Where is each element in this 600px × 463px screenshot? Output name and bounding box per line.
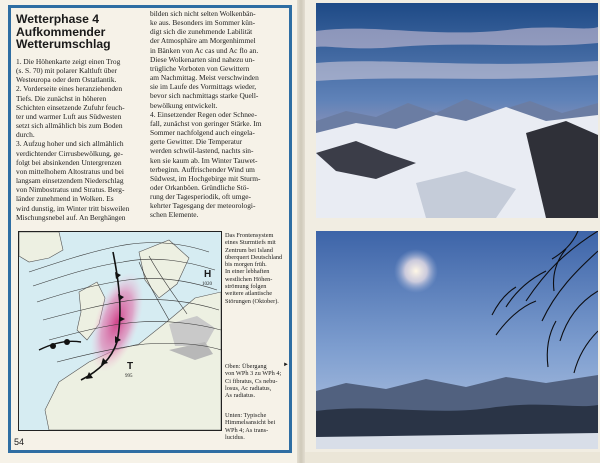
- text-line: von Nimbostratus und Stratus. Berg-: [16, 185, 125, 195]
- text-line: trügliche Vorboten von Gewittern: [150, 63, 250, 73]
- caption-line: As radiatus.: [225, 392, 256, 400]
- caption-line: Das Frontensystem: [225, 232, 274, 239]
- text-line: länder zunehmend in Wolken. Es: [16, 194, 114, 204]
- text-line: 2. Vorderseite eines heranziehenden: [16, 84, 123, 94]
- text-line: oder Orkanböen. Gründliche Stö-: [150, 182, 249, 192]
- text-line: schen Elemente.: [150, 210, 199, 220]
- caption-line: strömung folgen: [225, 283, 267, 291]
- text-line: sie im Laufe des Vormittags wieder,: [150, 82, 257, 92]
- title-line: Wetterumschlag: [16, 37, 111, 51]
- caption-line: lucidus.: [225, 433, 245, 441]
- page-edge: [305, 452, 600, 463]
- low-label: T: [127, 361, 134, 372]
- warm-front-marker: [64, 339, 70, 345]
- text-line: der Atmosphäre am Morgenhimmel: [150, 36, 256, 46]
- text-line: bewölkung entwickelt.: [150, 100, 218, 110]
- caption-line: westlichen Höhen-: [225, 275, 273, 283]
- pointer-arrow-icon: ►: [283, 362, 289, 368]
- text-line: verdichtender Cirrusbewölkung, ge-: [16, 148, 123, 158]
- sky-photo-graphic: [316, 231, 598, 449]
- text-line: bilden sich nicht selten Wolkenbän-: [150, 9, 256, 18]
- caption-line: Zentrum bei Island: [225, 246, 273, 254]
- text-column-left: [16, 57, 140, 222]
- caption-line: Unten: Typische: [225, 412, 267, 419]
- text-line: Diese Wolkenarten sind nahezu un-: [150, 54, 255, 64]
- text-line: in Bänken von Ac cas und Ac flo an.: [150, 45, 259, 55]
- text-line: von mittelhohem Altostratus und bei: [16, 166, 124, 176]
- text-line: langsam einsetzendem Niederschlag: [16, 176, 124, 186]
- text-line: Südwest, im Hochgebirge mit Sturm-: [150, 173, 261, 183]
- caption-line: Ci fibratus, Cs nebu-: [225, 377, 278, 385]
- caption-line: weitere atlantische: [225, 290, 273, 298]
- map-caption: [225, 232, 291, 305]
- text-line: digt sich die zunehmende Labilität: [150, 27, 253, 37]
- mountain-photo-graphic: [316, 3, 598, 218]
- caption-line: bis morgen früh.: [225, 261, 267, 269]
- title-line: Wetterphase 4: [16, 12, 100, 26]
- text-line: Sommer nachfolgend auch eingela-: [150, 128, 255, 138]
- high-pressure-value: 1020: [202, 282, 212, 287]
- text-line: Westeuropa oder dem Ostatlantik.: [16, 75, 117, 85]
- high-label: H: [204, 269, 212, 280]
- title-line: Aufkommender: [16, 24, 106, 39]
- veiled-sun: [394, 249, 438, 293]
- text-line: bevor sich nachmittags starke Quell-: [150, 91, 259, 101]
- book-gutter: [297, 0, 305, 463]
- text-line: 1. Die Höhenkarte zeigt einen Trog: [16, 57, 121, 66]
- text-line: 4. Einsetzender Regen oder Schnee-: [150, 109, 257, 119]
- text-line: gerte Gewitter. Die Temperatur: [150, 137, 243, 147]
- text-line: ke aus. Besonders im Sommer kün-: [150, 18, 256, 28]
- text-line: rung der Tagesperiodik, oft umge-: [150, 192, 251, 202]
- photo-top-mountains: [316, 3, 598, 218]
- caption-line: Störungen (Oktober).: [225, 297, 279, 305]
- text-line: Schichten einsetzende Zufuhr feuch-: [16, 102, 125, 112]
- caption-line: Oben: Übergang: [225, 363, 267, 370]
- caption-line: eines Sturmtiefs mit: [225, 239, 276, 247]
- photo-top-caption: [225, 363, 285, 399]
- caption-line: Himmelsansicht bei: [225, 419, 276, 427]
- weather-map: [18, 231, 222, 431]
- text-column-right: [150, 9, 288, 220]
- photo-bottom-caption: [225, 412, 285, 441]
- text-line: am Nachmittag. Meist verschwinden: [150, 73, 259, 83]
- caption-line: von WPh 3 zu WPh 4;: [225, 370, 282, 378]
- text-line: terbeginn. Auffrischender Wind um: [150, 164, 255, 174]
- text-line: fall, zunächst von geringer Stärke. Im: [150, 118, 262, 128]
- photo-bottom-sky: [316, 231, 598, 449]
- text-line: Mischungsnebel auf. An Berghängen: [16, 212, 126, 222]
- text-line: (s. S. 70) mit polarer Kaltluft über: [16, 66, 117, 76]
- low-pressure-value: 995: [125, 374, 133, 379]
- text-line: folgt bei absinkenden Untergrenzen: [16, 157, 122, 167]
- text-line: kehrter Tagesgang der meteorologi-: [150, 201, 256, 211]
- caption-line: In einer lebhaften: [225, 268, 270, 276]
- text-line: setzt sich allmählich bis zum Boden: [16, 121, 123, 131]
- text-line: wird dunstig, im Winter tritt bisweilen: [16, 203, 130, 213]
- text-line: ken sie kaum ab. Im Winter Tauwet-: [150, 155, 258, 165]
- text-line: durch.: [16, 130, 35, 140]
- chapter-title: [16, 13, 138, 51]
- text-line: Tiefs. Die zunächst in höheren: [16, 93, 107, 103]
- text-line: ter und warmer Luft aus Südwesten: [16, 111, 122, 121]
- weather-map-graphic: [19, 232, 221, 430]
- caption-line: losus, Ac radiatus,: [225, 384, 272, 392]
- text-line: 3. Aufzug hoher und sich allmählich: [16, 139, 124, 149]
- text-line: werden schwül-lastend, nachts sin-: [150, 146, 254, 156]
- warm-front-marker: [50, 343, 56, 349]
- page-number: 54: [14, 437, 25, 447]
- caption-line: überquert Deutschland: [225, 253, 283, 261]
- caption-line: WPh 4; As trans-: [225, 426, 269, 434]
